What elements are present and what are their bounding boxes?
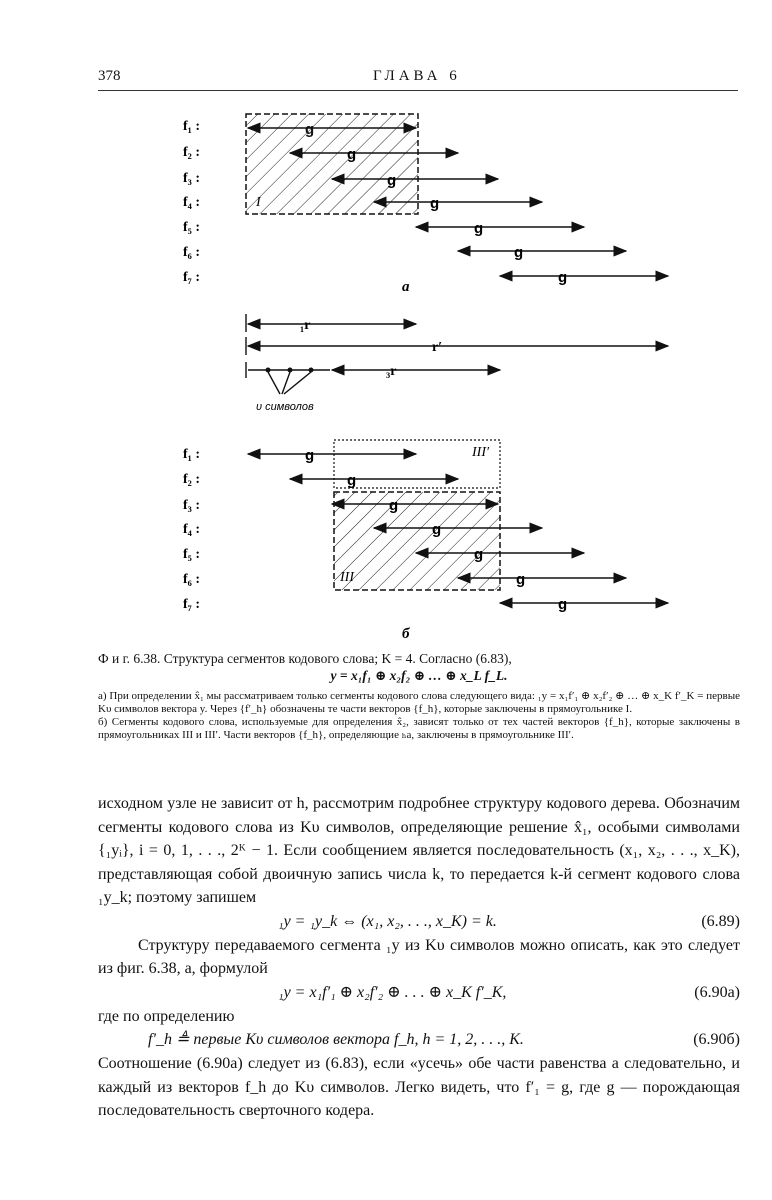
row-label: f₆ : bbox=[183, 245, 201, 260]
v-symbols-label: υ символов bbox=[256, 401, 314, 413]
r-prime-label: r′ bbox=[432, 340, 443, 355]
header-rule bbox=[98, 90, 738, 91]
equation-6-90b bbox=[98, 1028, 740, 1052]
row-label: f₇ : bbox=[183, 270, 201, 285]
v-dot bbox=[288, 368, 293, 373]
equation-number: (6.90а) bbox=[694, 983, 740, 1001]
g-label: g bbox=[347, 472, 357, 489]
v-pointer bbox=[268, 372, 280, 394]
equation: f′_h ≜ первые Kυ символов вектора f_h, h = 1, 2, . . ., K. bbox=[148, 1031, 524, 1048]
figure-6-38 bbox=[0, 100, 772, 645]
label-III-prime: III′ bbox=[472, 445, 490, 460]
chapter-title: ГЛАВА 6 bbox=[373, 68, 461, 84]
g-label: g bbox=[387, 172, 397, 189]
rectangle-III bbox=[334, 492, 500, 590]
r3-label: ₃r bbox=[386, 364, 397, 379]
g-label: g bbox=[558, 269, 568, 286]
row-label: f₂ : bbox=[183, 472, 201, 487]
g-label: g bbox=[389, 497, 399, 514]
rows-b bbox=[183, 447, 200, 612]
note-b: б) Сегменты кодового слова, используемые для определения x̂₂, зависят только от тех частей векторов {f_h}, которые заключены в прямоугольниках III и III′. Части векторов {f_h}, определяющие ₕa, заключены в прямоугольнике III′. bbox=[98, 716, 740, 741]
equation-number: (6.89) bbox=[701, 912, 740, 930]
row-label: f₅ : bbox=[183, 220, 201, 235]
v-dot bbox=[266, 368, 271, 373]
equation-number: (6.90б) bbox=[693, 1031, 740, 1048]
body-text bbox=[98, 792, 740, 1123]
row-label: f₅ : bbox=[183, 547, 201, 562]
paragraph: Структуру передаваемого сегмента ₁y из Kυ символов можно описать, как это следует из фиг. 6.38, a, формулой bbox=[98, 936, 740, 977]
page-number: 378 bbox=[98, 68, 121, 84]
note-a: а) При определении x̂₁ мы рассматриваем только сегменты кодового слова следующего вида: ₁y = x₁f′₁ ⊕ x₂f′₂ ⊕ … ⊕ x_K f′_K = первые Kυ символов вектора y. Через {f′_h} обозначены те части векторов {f_h}, которые заключены в прямоугольнике I. bbox=[98, 690, 740, 715]
row-label: f₄ : bbox=[183, 195, 201, 210]
g-label: g bbox=[305, 121, 315, 138]
paragraph: Соотношение (6.90а) следует из (6.83), если «усечь» обе части равенства а следовательно, и каждый из векторов f_h до Kυ символов. Легко видеть, что f′₁ = g, где g — порождающая последовательность сверточного кодера. bbox=[98, 1055, 740, 1119]
row-label: f₁ : bbox=[183, 119, 201, 134]
row-label: f₃ : bbox=[183, 498, 201, 513]
equation: ₁y = x₁f′₁ ⊕ x₂f′₂ ⊕ . . . ⊕ x_K f′_K, bbox=[278, 983, 507, 1001]
subfigure-b-label: б bbox=[402, 626, 410, 642]
rows-a bbox=[183, 119, 200, 285]
row-label: f₄ : bbox=[183, 522, 201, 537]
label-I: I bbox=[256, 195, 261, 210]
caption-title: Ф и г. 6.38. Структура сегментов кодового слова; K = 4. Согласно (6.83), bbox=[98, 651, 512, 666]
row-label: f₂ : bbox=[183, 145, 201, 160]
page-header bbox=[98, 68, 738, 88]
equation: ₁y = ₁y_k ⇔ (x₁, x₂, . . ., x_K) = k. bbox=[278, 912, 497, 930]
row-label: f₃ : bbox=[183, 171, 201, 186]
subfigure-a-label: a bbox=[402, 279, 410, 295]
figure-caption bbox=[98, 650, 740, 684]
v-dot bbox=[309, 368, 314, 373]
equation-6-90a bbox=[98, 981, 740, 1005]
paragraph: где по определению bbox=[98, 1007, 235, 1025]
g-label: g bbox=[430, 195, 440, 212]
g-label: g bbox=[558, 596, 568, 613]
row-label: f₁ : bbox=[183, 447, 201, 462]
r1-label: ₁r bbox=[300, 318, 311, 333]
paragraph: исходном узле не зависит от h, рассмотрим подробнее структуру кодового дерева. Обозначим сегменты кодового слова из Kυ символов, определяющие решение x̂₁, особыми символами {₁yᵢ}, i = 0, 1, . . ., 2ᴷ − 1. Если сообщением является последовательность (x₁, x₂, . . ., x_K), представляющая собой двоичную запись числа k, то передается k-й сегмент кодового слова ₁y_k; поэтому запишем bbox=[98, 795, 740, 906]
g-label: g bbox=[347, 146, 357, 163]
v-pointer bbox=[284, 372, 311, 394]
figure-notes bbox=[98, 690, 740, 742]
row-label: f₆ : bbox=[183, 572, 201, 587]
g-label: g bbox=[514, 244, 524, 261]
caption-formula: y = x₁f₁ ⊕ x₂f₂ ⊕ … ⊕ x_L f_L. bbox=[330, 668, 508, 683]
g-label: g bbox=[474, 220, 484, 237]
label-III: III bbox=[340, 570, 354, 585]
row-label: f₇ : bbox=[183, 597, 201, 612]
rectangle-I bbox=[246, 114, 418, 214]
g-label: g bbox=[516, 571, 526, 588]
g-label: g bbox=[432, 521, 442, 538]
g-label: g bbox=[305, 447, 315, 464]
g-label: g bbox=[474, 546, 484, 563]
equation-6-89 bbox=[98, 910, 740, 934]
